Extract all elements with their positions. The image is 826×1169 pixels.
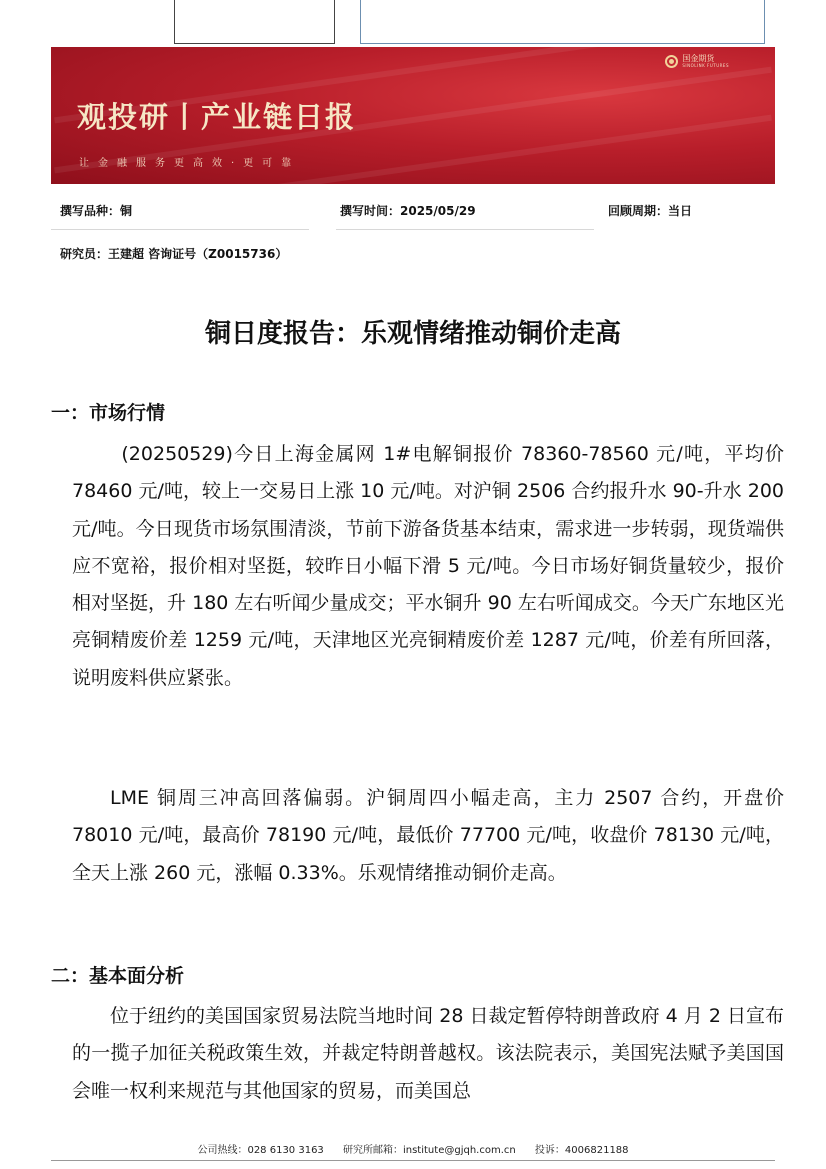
section-heading-market: 一：市场行情 xyxy=(51,402,166,424)
logo-subtitle: SINOLINK FUTURES xyxy=(682,63,729,68)
company-logo xyxy=(665,55,729,68)
footer-complaint: 投诉：4006821188 xyxy=(534,1145,629,1156)
logo-name: 国金期货 xyxy=(682,54,715,63)
page-footer xyxy=(0,1141,826,1156)
header-box-left xyxy=(174,0,335,44)
meta-divider xyxy=(51,229,309,230)
logo-circle-icon xyxy=(665,55,678,68)
market-paragraph-1: (20250529)今日上海金属网 1#电解铜报价 78360-78560 元/吨，平均价 78460 元/吨，较上一交易日上涨 10 元/吨。对沪铜 2506 合约报升水 90-升水 200 元/吨。今日现货市场氛围清淡，节前下游备货基本结束，需求进一步转弱，现货端供应不宽裕，报价相对坚挺，较昨日小幅下滑 5 元/吨。今日市场好铜货量较少，报价相对坚挺，升 180 左右听闻少量成交；平水铜升 90 左右听闻成交。今天广东地区光亮铜精废价差 1259 元/吨，天津地区光亮铜精废价差 1287 元/吨，价差有所回落，说明废料供应紧张。 xyxy=(72,443,784,689)
section-heading-fundamentals: 二：基本面分析 xyxy=(51,965,185,987)
header-box-right xyxy=(360,0,765,44)
report-title: 铜日度报告：乐观情绪推动铜价走高 xyxy=(204,319,621,349)
meta-variety: 撰写品种：铜 xyxy=(60,204,133,218)
footer-divider xyxy=(51,1160,775,1161)
banner-title: 观投研丨产业链日报 xyxy=(77,100,357,134)
meta-researcher: 研究员：王建超 咨询证号（Z0015736） xyxy=(60,247,288,261)
meta-time: 撰写时间：2025/05/29 xyxy=(340,204,476,218)
meta-divider xyxy=(336,229,594,230)
footer-hotline: 公司热线：028 6130 3163 xyxy=(197,1145,324,1156)
report-banner xyxy=(51,47,775,184)
banner-slogan: 让金融服务更高效·更可靠 xyxy=(79,158,301,169)
footer-email: 研究所邮箱：institute@gjqh.com.cn xyxy=(342,1145,516,1156)
market-paragraph-2: LME 铜周三冲高回落偏弱。沪铜周四小幅走高，主力 2507 合约，开盘价 78010 元/吨，最高价 78190 元/吨，最低价 77700 元/吨，收盘价 78130 元/吨，全天上涨 260 元，涨幅 0.33%。乐观情绪推动铜价走高。 xyxy=(72,787,784,884)
meta-period: 回顾周期：当日 xyxy=(608,204,693,218)
fundamentals-paragraph-1: 位于纽约的美国国家贸易法院当地时间 28 日裁定暂停特朗普政府 4 月 2 日宣布的一揽子加征关税政策生效，并裁定特朗普越权。该法院表示，美国宪法赋予美国国会唯一权利来规范与其他国家的贸易，而美国总 xyxy=(72,1005,784,1102)
